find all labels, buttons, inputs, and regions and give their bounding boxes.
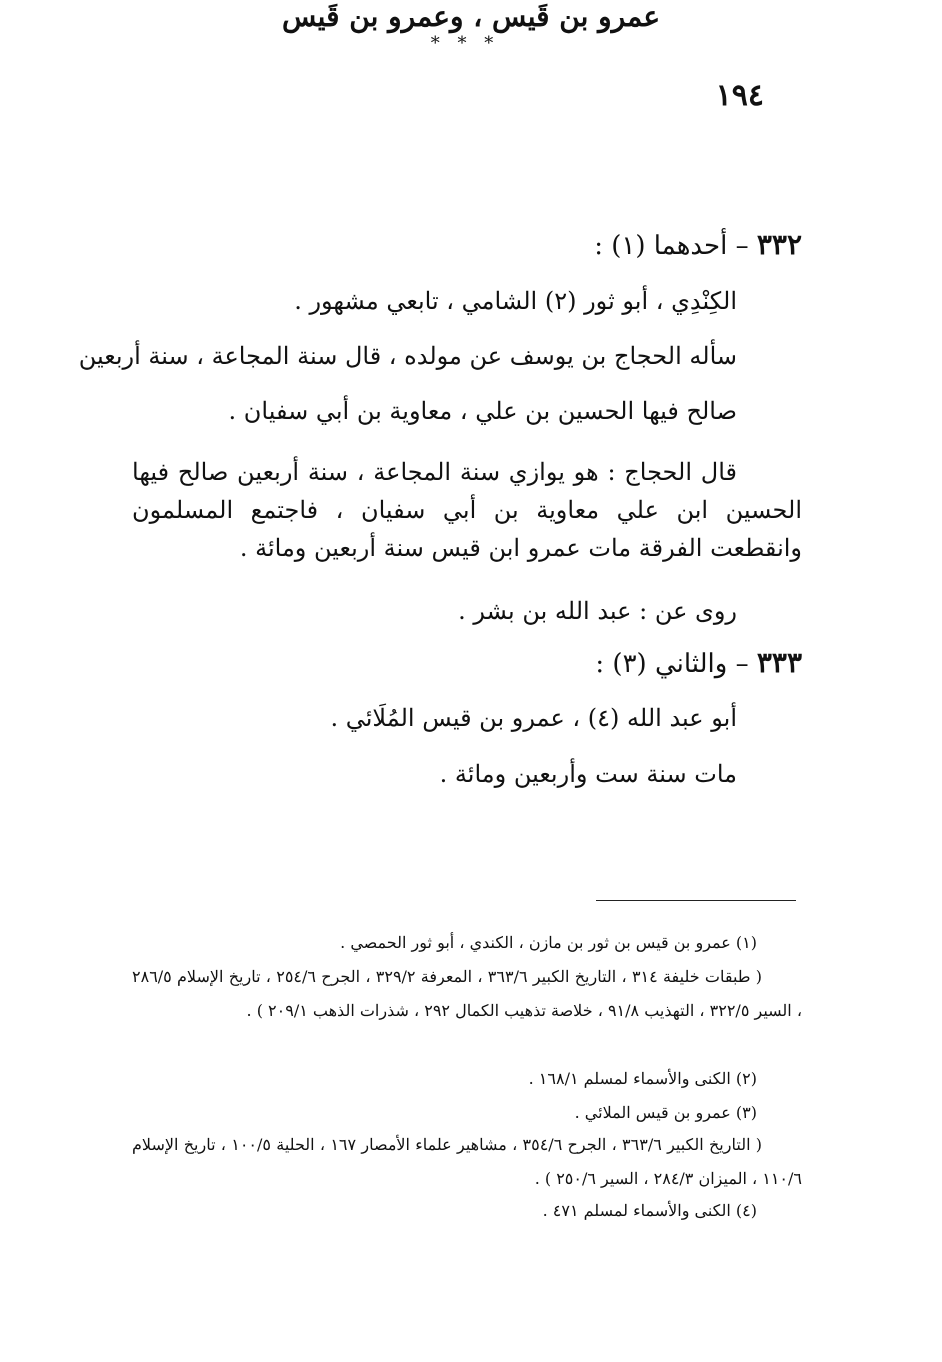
page-number: ١٩٤: [715, 78, 764, 113]
entry-333-line-1: أبو عبد الله (٤) ، عمرو بن قيس المُلَائي .: [330, 704, 737, 732]
entry-332-heading: [594, 228, 802, 261]
entry-332-number: ٣٣٢: [756, 228, 802, 261]
entry-332-line-3: صالح فيها الحسين بن علي ، معاوية بن أبي سفيان .: [228, 397, 737, 425]
footnote-2: (٢) الكنى والأسماء لمسلم ١٦٨/١ .: [528, 1069, 757, 1088]
footnote-1-refs: ( طبقات خليفة ٣١٤ ، التاريخ الكبير ٣٦٣/٦ ، المعرفة ٣٢٩/٢ ، الجرح ٢٥٤/٦ ، تاريخ الإسلام ٢٨٦/٥ ، السير ٣٢٢/٥ ، التهذيب ٩١/٨ ، خلاصة تذهيب الكمال ٢٩٢ ، شذرات الذهب ٢٠٩/١ ) .: [132, 967, 802, 1020]
entry-332-line-2: سأله الحجاج بن يوسف عن مولده ، قال سنة المجاعة ، سنة أربعين: [78, 342, 737, 370]
entry-332-paragraph: قال الحجاج : هو يوازي سنة المجاعة ، سنة أربعين صالح فيها الحسين ابن علي معاوية بن أبي سفيان ، فاجتمع المسلمون وانقطعت الفرقة مات عمرو ابن قيس سنة أربعين ومائة .: [132, 458, 803, 562]
section-separator: * * *: [430, 33, 500, 54]
entry-332-narrated: روى عن : عبد الله بن بشر .: [458, 597, 737, 625]
entry-332-head-text: – أحدهما (١) :: [594, 231, 749, 261]
footnote-rule: [596, 900, 796, 901]
footnote-3: (٣) عمرو بن قيس الملائي .: [574, 1103, 757, 1122]
entry-332-line-1: الكِنْدِي ، أبو ثور (٢) الشامي ، تابعي مشهور .: [294, 287, 737, 315]
entry-333-heading: [595, 646, 802, 679]
entry-333-number: ٣٣٣: [756, 646, 802, 679]
footnote-3-refs: ( التاريخ الكبير ٣٦٣/٦ ، الجرح ٣٥٤/٦ ، مشاهير علماء الأمصار ١٦٧ ، الحلية ١٠٠/٥ ، تاريخ الإسلام ١١٠/٦ ، الميزان ٢٨٤/٣ ، السير ٢٥٠/٦ ) .: [132, 1135, 802, 1188]
section-title: عمرو بن قَيس ، وعمرو بن قَيس: [281, 0, 661, 33]
footnote-4: (٤) الكنى والأسماء لمسلم ٤٧١ .: [542, 1201, 757, 1220]
footnote-1: (١) عمرو بن قيس بن ثور بن مازن ، الكندي ، أبو ثور الحمصي .: [340, 933, 757, 952]
entry-333-line-2: مات سنة ست وأربعين ومائة .: [439, 760, 737, 788]
entry-333-head-text: – والثاني (٣) :: [595, 649, 749, 679]
